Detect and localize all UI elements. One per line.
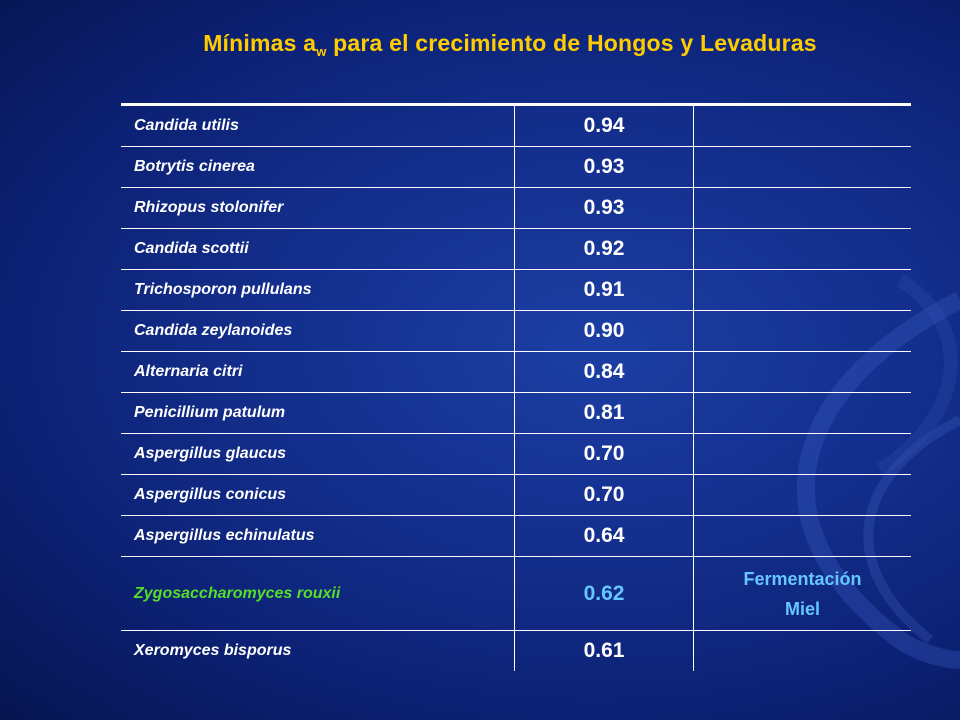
organism-cell: Candida utilis [121, 105, 515, 147]
organism-cell: Penicillium patulum [121, 393, 515, 434]
aw-value-cell: 0.70 [515, 475, 694, 516]
organism-cell: Candida scottii [121, 229, 515, 270]
title-subscript: w [316, 44, 327, 59]
note-cell [694, 188, 912, 229]
aw-value-cell: 0.70 [515, 434, 694, 475]
table-row [121, 270, 911, 311]
organism-cell: Candida zeylanoides [121, 311, 515, 352]
aw-value-cell: 0.62 [515, 557, 694, 631]
aw-value-cell: 0.92 [515, 229, 694, 270]
organism-cell: Alternaria citri [121, 352, 515, 393]
table-row [121, 434, 911, 475]
table-row [121, 311, 911, 352]
note-cell [694, 270, 912, 311]
note-line-1: Fermentación [743, 568, 862, 589]
organism-cell: Botrytis cinerea [121, 147, 515, 188]
organism-cell: Trichosporon pullulans [121, 270, 515, 311]
table-row [121, 105, 911, 147]
organism-cell: Rhizopus stolonifer [121, 188, 515, 229]
aw-value-cell: 0.91 [515, 270, 694, 311]
note-cell [694, 516, 912, 557]
table-row [121, 188, 911, 229]
aw-value-cell: 0.64 [515, 516, 694, 557]
aw-value-cell: 0.90 [515, 311, 694, 352]
title-main: Mínimas a [203, 30, 317, 56]
note-cell [694, 229, 912, 270]
table-row [121, 229, 911, 270]
note-cell [694, 311, 912, 352]
organism-cell: Aspergillus echinulatus [121, 516, 515, 557]
note-cell [694, 105, 912, 147]
water-activity-table [121, 103, 911, 671]
organism-cell: Zygosaccharomyces rouxii [121, 557, 515, 631]
note-cell [694, 631, 912, 672]
table-row [121, 516, 911, 557]
table-row [121, 393, 911, 434]
table-row [121, 147, 911, 188]
organism-cell: Aspergillus glaucus [121, 434, 515, 475]
slide-title [0, 30, 960, 59]
table-row-highlighted [121, 557, 911, 631]
note-cell [694, 557, 912, 631]
organism-cell: Xeromyces bisporus [121, 631, 515, 672]
note-line-2: Miel [784, 598, 820, 619]
table-row [121, 631, 911, 672]
aw-value-cell: 0.93 [515, 188, 694, 229]
note-cell [694, 352, 912, 393]
aw-value-cell: 0.81 [515, 393, 694, 434]
aw-value-cell: 0.84 [515, 352, 694, 393]
title-rest: para el crecimiento de Hongos y Levaduras [326, 30, 817, 56]
organism-cell: Aspergillus conicus [121, 475, 515, 516]
aw-value-cell: 0.61 [515, 631, 694, 672]
note-cell [694, 393, 912, 434]
note-cell [694, 147, 912, 188]
table-row [121, 475, 911, 516]
aw-value-cell: 0.93 [515, 147, 694, 188]
table-row [121, 352, 911, 393]
aw-value-cell: 0.94 [515, 105, 694, 147]
note-cell [694, 434, 912, 475]
note-cell [694, 475, 912, 516]
